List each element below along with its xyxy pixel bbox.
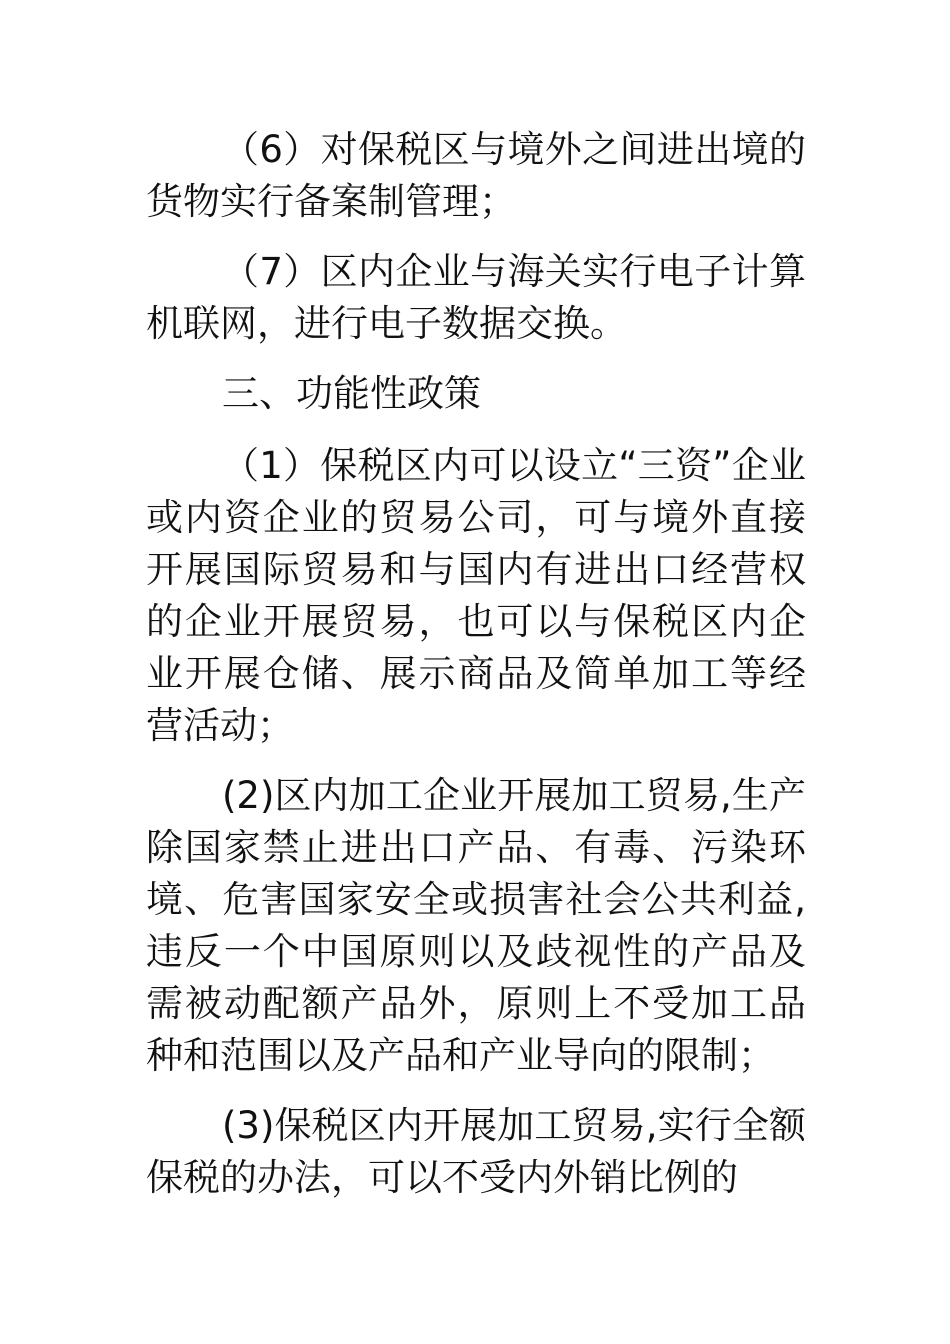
paragraph-policy-2: (2)区内加工企业开展加工贸易,生产除国家禁止进出口产品、有毒、污染环境、危害国家安全或损害社会公共利益,违反一个中国原则以及歧视性的产品及需被动配额产品外，原则上不受加工品种和范围以及产品和产业导向的限制；	[146, 774, 806, 1077]
paragraph-policy-1: （1）保税区内可以设立“三资”企业或内资企业的贸易公司，可与境外直接开展国际贸易和与国内有进出口经营权的企业开展贸易，也可以与保税区内企业开展仓储、展示商品及简单加工等经营活动；	[146, 444, 806, 747]
paragraph-item-7: （7）区内企业与海关实行电子计算机联网，进行电子数据交换。	[146, 250, 806, 345]
paragraph-policy-3: (3)保税区内开展加工贸易,实行全额保税的办法，可以不受内外销比例的	[146, 1104, 806, 1199]
section-heading: 三、功能性政策	[222, 372, 481, 415]
paragraph-item-6: （6）对保税区与境外之间进出境的货物实行备案制管理；	[146, 128, 806, 223]
document-body	[146, 124, 806, 1222]
